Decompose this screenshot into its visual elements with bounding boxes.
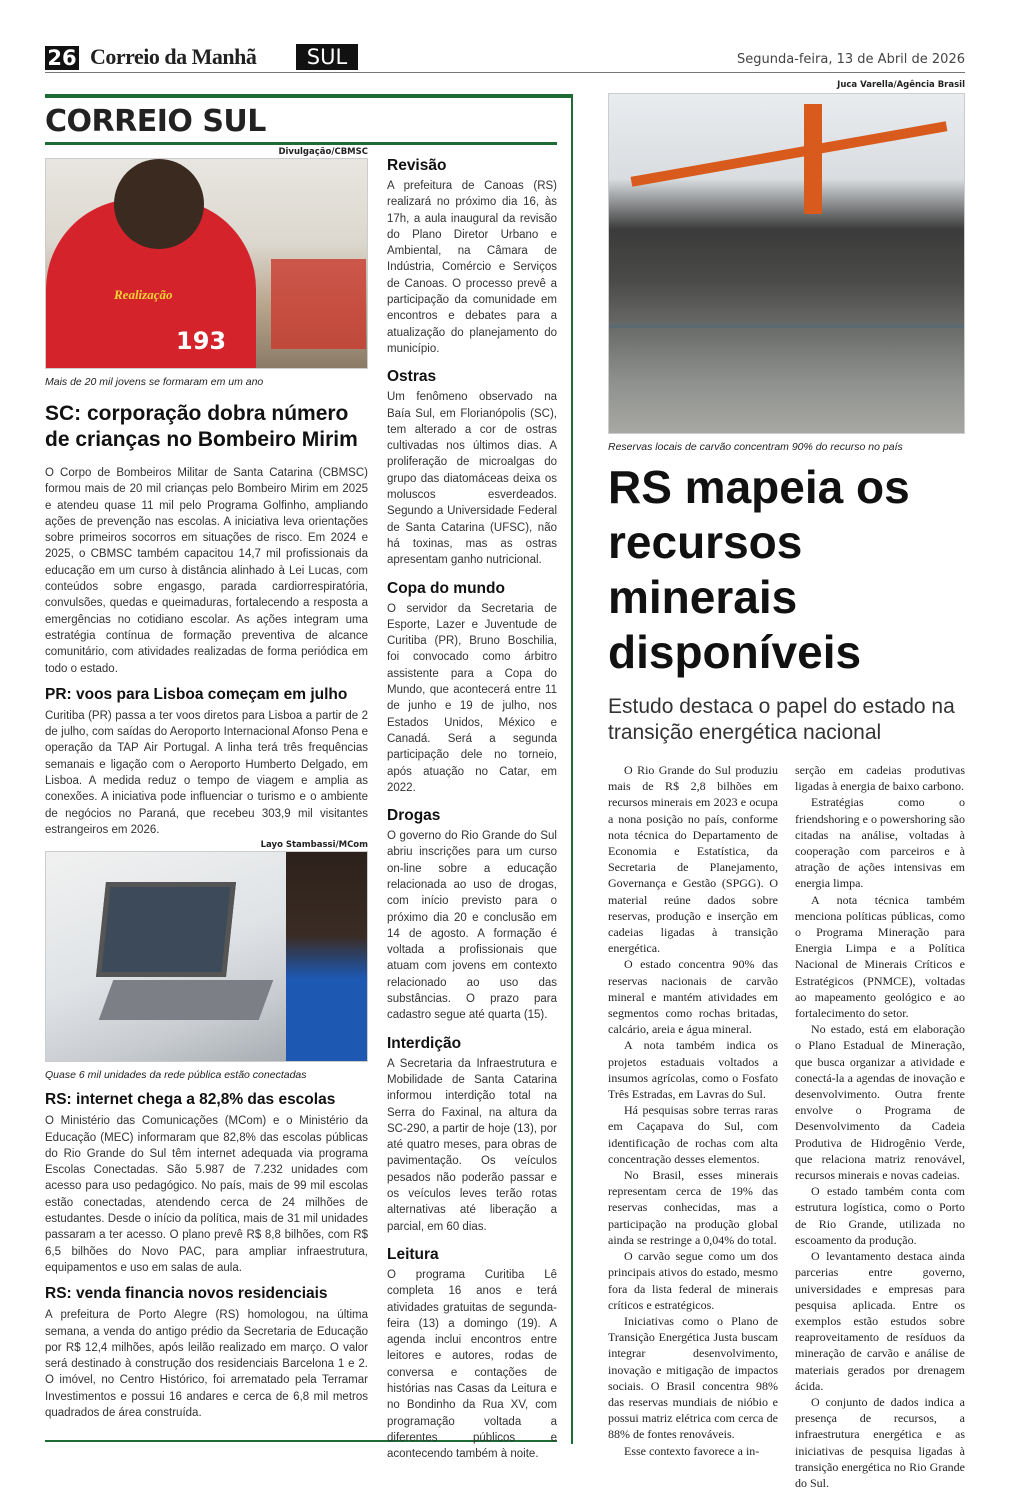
- brief-title: Drogas: [387, 807, 441, 825]
- photo-caption: Quase 6 mil unidades da rede pública estão conectadas: [45, 1069, 307, 1082]
- column-title: CORREIO SUL: [45, 104, 266, 139]
- laptop-keyboard: [99, 980, 274, 1020]
- article-body: A prefeitura de Porto Alegre (RS) homologou, na última semana, a venda do antigo prédio da Secretaria de Educação por R$ 12,4 milhões, após leilão realizado em março. O valor será destinado à construção dos residenciais Barcelona 1 e 2. O imóvel, no Centro Histórico, foi arrematado pela Terramar Investimentos e possui 16 andares e cerca de 6,8 mil metros quadrados de área construída.: [45, 1309, 368, 1419]
- article-headline: RS: internet chega a 82,8% das escolas: [45, 1091, 336, 1109]
- brief-title: Interdição: [387, 1034, 462, 1052]
- photo-caption: Mais de 20 mil jovens se formaram em um ano: [45, 376, 264, 388]
- paragraph: O estado também conta com estrutura logística, como o Porto de Rio Grande, utilizada no escoamento da produção.: [795, 1184, 965, 1247]
- paragraph: A nota técnica também menciona políticas públicas, como o Programa Mineração para Energia Limpa e a Política Nacional de Minerais Críticos e Estratégicos (PNMCE), voltadas ao mapeamento geológico e ao fortalecimento do setor.: [795, 892, 965, 1021]
- brief-body: O servidor da Secretaria de Esporte, Lazer e Juventude de Curitiba (PR), Bruno Boschilia, foi convocado como árbitro assistente para a Copa do Mundo, que acontecerá entre 11 de junho e 19 de julho, nos Estados Unidos, México e Canadá. Será a segunda participação dele no torneio, após atuação no Catar, em 2022.: [387, 602, 557, 794]
- article-column-1: [608, 762, 778, 1491]
- article-body: Curitiba (PR) passa a ter voos diretos para Lisboa a partir de 2 de julho, com saídas do Aeroporto Internacional Afonso Pena e operação da TAP Air Portugal. A linha terá três frequências semanais e ligação com o Aeroporto Humberto Delgado, em Lisboa. A medida reduz o tempo de viagem e amplia as conexões. A iniciativa pode influenciar o turismo e o ambiente de negócios no Paraná, que recebeu 303,9 mil visitantes estrangeiros em 2026.: [45, 709, 368, 836]
- paragraph: No estado, está em elaboração o Plano Estadual de Mineração, que busca organizar a atividade e conectá-la a agendas de inovação e desenvolvimento. Outra frente envolve o Programa de Desenvolvimento da Cadeia Produtiva de Hidrogênio Verde, que relaciona matriz renovável, recursos minerais e novas cadeias.: [795, 1022, 965, 1183]
- brief-body: O governo do Rio Grande do Sul abriu inscrições para um curso on-line sobre a educação relacionada ao uso de drogas, com início previsto para o próximo dia 20 e conclusão em 14 de agosto. A formação é voltada a profissionais que atuam com jovens em contexto relacionado ao uso das substâncias. O prazo para cadastro segue até quarta (15).: [387, 830, 557, 1022]
- main-headline: RS mapeia os recursos minerais disponíveis: [608, 461, 910, 678]
- shirt-text: Realização: [114, 287, 173, 302]
- photo-credit: Divulgação/CBMSC: [278, 147, 368, 157]
- article-column-2: [795, 762, 965, 1491]
- rail-track: [609, 324, 965, 328]
- brief-title: Revisão: [387, 157, 447, 174]
- article-body: O Ministério das Comunicações (MCom) e o Ministério da Educação (MEC) informaram que 82,8% das escolas públicas do Rio Grande do Sul têm internet adequada via programa Escolas Conectadas. São 5.987 de 7.232 unidades com acesso para uso pedagógico. No país, mais de 99 mil escolas estão conectadas, atendendo cerca de 24 milhões de estudantes. Desde o início da política, mais de 31 mil unidades passaram a ter acesso. O plano prevê R$ 8,8 bilhões, com R$ 6,5 bilhões do Novo PAC, para ampliar infraestrutura, equipamentos e uso em salas de aula.: [45, 1115, 368, 1274]
- page-number: 26: [45, 46, 79, 70]
- paragraph: O carvão segue como um dos principais ativos do estado, mesmo fora da lista federal de minerais críticos e estratégicos.: [608, 1249, 778, 1312]
- brief-body: A Secretaria da Infraestrutura e Mobilidade de Santa Catarina informou interdição total na Serra do Faxinal, na altura da SC-290, a partir de hoje (13), por até quatro meses, para obras de pavimentação. Os veículos pesados não poderão passar e os veículos leves terão rotas alternativas até liberação a parcial, em 60 dias.: [387, 1057, 557, 1233]
- left-column: [45, 147, 368, 1421]
- section-label: SUL: [296, 44, 358, 70]
- paragraph: O estado concentra 90% das reservas nacionais de carvão mineral e mantém atividades em segmentos como rochas britadas, calcário, areia e água mineral.: [608, 957, 778, 1037]
- article-headline: PR: voos para Lisboa começam em julho: [45, 685, 348, 703]
- paragraph: serção em cadeias produtivas ligadas à energia de baixo carbono.: [795, 763, 965, 794]
- title-rule: [45, 142, 557, 145]
- issue-date: Segunda-feira, 13 de Abril de 2026: [736, 52, 965, 67]
- paragraph: O conjunto de dados indica a presença de recursos, a infraestrutura energética e as iniciativas de pesquisa ligadas à transição energética no Rio Grande do Sul.: [795, 1394, 965, 1490]
- laptop-photo: [45, 851, 368, 1062]
- student: [286, 852, 368, 1062]
- article-columns: [608, 762, 965, 1491]
- stacker-boom: [631, 121, 948, 186]
- brief-title: Copa do mundo: [387, 579, 505, 597]
- stacker-tower: [804, 104, 822, 214]
- brief-title: Ostras: [387, 368, 437, 386]
- feature-article: [608, 80, 965, 1491]
- paragraph: O levantamento destaca ainda parcerias entre governo, universidades e empresas para pesquisa aplicada. Entre os exemplos estão estudos sobre reaproveitamento de resíduos da mineração de carvão e análise de materiais gerados por drenagem ácida.: [795, 1249, 965, 1393]
- masthead-logo: Correio da Manhã: [90, 44, 257, 69]
- paragraph: Há pesquisas sobre terras raras em Caçapava do Sul, com identificação de rochas com alta concentração desses elementos.: [608, 1103, 778, 1166]
- children-group: [271, 259, 366, 349]
- coal-reserve-photo: [608, 93, 965, 434]
- paragraph: O Rio Grande do Sul produziu mais de R$ 2,8 bilhões em recursos minerais em 2023 e ocupa a nona posição no país, conforme nota técnica do Departamento de Economia e Estatística, da Secretaria de Planejamento, Governança e Gestão (SPGG). O material reúne dados sobre reservas, produção e inserção em cadeias ligadas à transição energética.: [608, 763, 778, 956]
- classroom-photo: [45, 158, 368, 369]
- article-headline: RS: venda financia novos residenciais: [45, 1285, 328, 1303]
- brief-body: A prefeitura de Canoas (RS) realizará no próximo dia 16, às 17h, a aula inaugural da revisão do Plano Diretor Urbano e Ambiental, na Câmara de Indústria, Comércio e Serviços de Canoas. O processo prevê a participação da comunidade em encontros e debates para a atualização do planejamento do município.: [387, 180, 557, 355]
- briefs-column: [387, 156, 557, 1462]
- laptop-screen: [96, 882, 236, 977]
- photo-credit: Layo Stambassi/MCom: [260, 840, 368, 851]
- child-head: [114, 159, 204, 249]
- header-rule: [45, 72, 965, 73]
- shirt-number: 193: [176, 327, 227, 355]
- brief-title: Leitura: [387, 1245, 439, 1263]
- paragraph: A nota também indica os projetos estaduais voltados a insumos agrícolas, como o Fosfato Três Estradas, em Lavras do Sul.: [608, 1038, 778, 1102]
- brief-body: Um fenômeno observado na Baía Sul, em Florianópolis (SC), tem alterado a cor de ostras cultivadas nos últimos dias. A proliferação de microalgas do grupo das diatomáceas deixa os moluscos esverdeados. Segundo a Universidade Federal de Santa Catarina (UFSC), não há toxinas, mas as ostras apresentam ganho nutricional.: [387, 391, 557, 567]
- article-headline: SC: corporação dobra número de crianças no Bombeiro Mirim: [45, 402, 358, 451]
- article-body: O Corpo de Bombeiros Militar de Santa Catarina (CBMSC) formou mais de 20 mil crianças pelo Bombeiro Mirim em 2025 e atendeu quase 11 mil pelo Programa Golfinho, ampliando ações de prevenção nas escolas. A iniciativa leva orientações sobre primeiros socorros em situações de risco. Em 2024 e 2025, o CBMSC também capacitou 14,7 mil profissionais da educação em um curso à distância alinhado à Lei Lucas, com conteúdos sobre engasgo, parada cardiorrespiratória, convulsões, quedas e queimaduras, fortalecendo a resposta a emergências no cotidiano escolar. As ações integram uma estratégia contínua de formação preventiva de alcance comunitário, com atividades realizadas de forma periódica em todo o estado.: [45, 467, 368, 675]
- paragraph: Estratégias como o friendshoring e o powershoring são citadas na análise, voltadas à cooperação com parceiros e à atração de ações intensivas em energia limpa.: [795, 795, 965, 891]
- paragraph: Esse contexto favorece a in-: [624, 1443, 760, 1458]
- photo-caption: Reservas locais de carvão concentram 90% do recurso no país: [608, 441, 903, 453]
- brief-body: O programa Curitiba Lê completa 16 anos e terá atividades gratuitas de segunda-feira (13) a domingo (19). A agenda inclui encontros entre leitores e autores, rodas de conversa e contações de histórias nas Casas da Leitura e no Bondinho da Rua XV, com programação voltada a diferentes públicos e acontecendo também à noite.: [387, 1268, 557, 1461]
- paragraph: No Brasil, esses minerais representam cerca de 19% das reservas conhecidas, mas a participação na produção global ainda se restringe a 0,04% do total.: [608, 1168, 778, 1247]
- paragraph: Iniciativas como o Plano de Transição Energética Justa buscam integrar desenvolvimento, inovação e mitigação de impactos sociais. O Brasil concentra 98% das reservas mundiais de nióbio e possui matriz elétrica com cerca de 88% de fontes renováveis.: [608, 1313, 778, 1442]
- photo-credit: Juca Varella/Agência Brasil: [837, 80, 965, 90]
- subheadline: Estudo destaca o papel do estado na transição energética nacional: [608, 695, 955, 744]
